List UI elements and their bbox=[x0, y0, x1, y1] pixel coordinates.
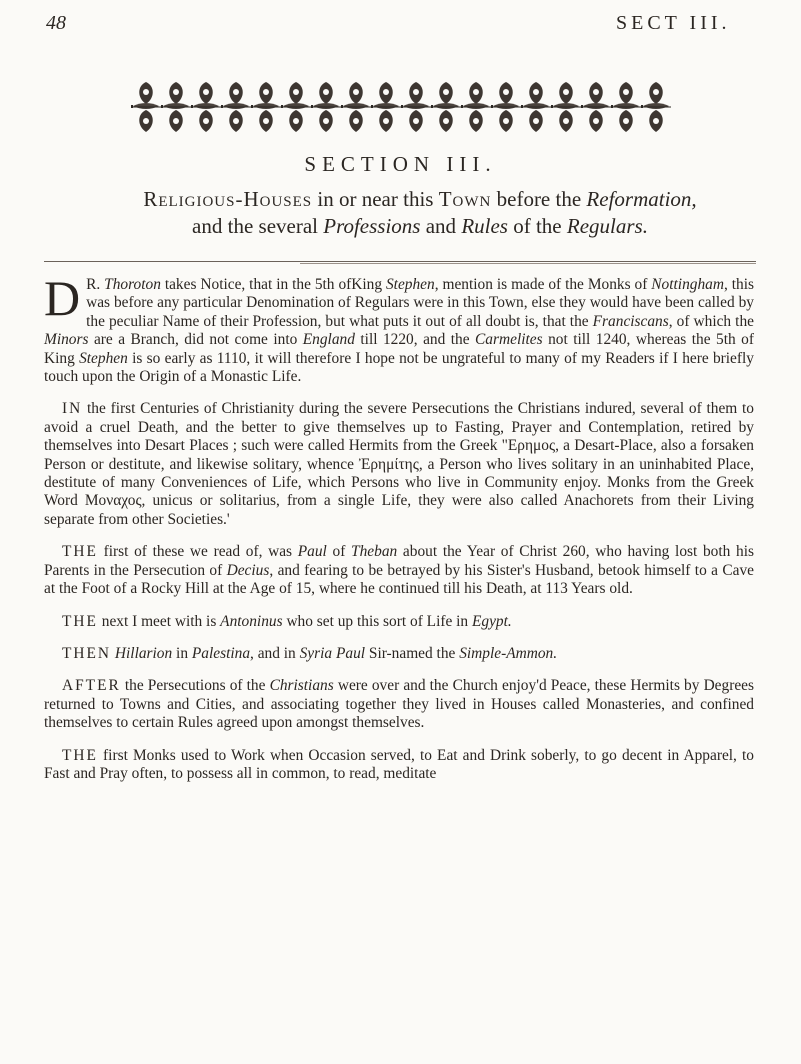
text-run: first of these we read of, was bbox=[97, 543, 298, 561]
lead-word: THE bbox=[62, 543, 98, 561]
italic-name: Theban bbox=[351, 543, 398, 561]
divider-rule-secondary bbox=[300, 263, 756, 264]
divider-rule bbox=[44, 261, 756, 262]
body-text bbox=[44, 270, 755, 797]
text-run: were over and the Church enjoy'd Peace, these Hermits by Degrees returned to Towns and Cities, and associating together they lived in Houses called Monasteries, and confined themselves to certain Rules agreed upon amongst themselves. bbox=[44, 677, 754, 732]
drop-cap: D bbox=[44, 270, 81, 326]
text-run: , mention is made of the Monks of bbox=[434, 276, 652, 293]
italic-name: England bbox=[302, 331, 355, 349]
text-run: takes Notice, that in the 5th ofKing bbox=[160, 276, 386, 293]
title-text: before the bbox=[491, 187, 587, 211]
paragraph-5 bbox=[44, 645, 754, 663]
ornament-headpiece-icon bbox=[131, 78, 671, 136]
section-heading: SECTION III. bbox=[304, 152, 497, 176]
title-reformation: Reformation, bbox=[586, 187, 697, 211]
lead-word: IN bbox=[62, 400, 83, 418]
text-run: in bbox=[172, 644, 192, 662]
chapter-title bbox=[60, 186, 780, 240]
paragraph-1 bbox=[44, 270, 755, 386]
text-run: is so early as 1110, it will therefore I hope not be ungrateful to many of my Readers if I here briefly touch upon the Origin of a Monastic Life. bbox=[44, 349, 754, 386]
paragraph-3 bbox=[44, 543, 754, 598]
paragraph-7 bbox=[44, 747, 754, 784]
lead-word: THEN bbox=[62, 644, 112, 662]
italic-name: Syria bbox=[299, 644, 333, 662]
italic-name: Antoninus bbox=[220, 612, 283, 630]
title-text: and bbox=[420, 214, 462, 238]
text-run: of bbox=[326, 543, 352, 561]
text-run: about the Year of Christ 260, who having lost both his Parents in the Persecution of bbox=[44, 543, 754, 579]
running-head bbox=[0, 12, 801, 36]
italic-name: Simple-Ammon. bbox=[459, 644, 558, 662]
title-rules: Rules bbox=[461, 214, 508, 238]
paragraph-6 bbox=[44, 677, 754, 732]
text-run: next I meet with is bbox=[97, 612, 221, 630]
running-title: SECT III. bbox=[616, 12, 731, 34]
italic-name: Decius bbox=[226, 561, 270, 579]
italic-name: Stephen bbox=[79, 349, 128, 367]
italic-name: Minors bbox=[44, 331, 89, 349]
italic-name: Nottingham bbox=[651, 276, 724, 293]
text-run: till 1220, and the bbox=[354, 331, 476, 349]
paragraph-2 bbox=[44, 400, 754, 529]
title-town: Town bbox=[438, 187, 492, 211]
text-run: are a Branch, did not come into bbox=[88, 331, 303, 349]
italic-name: Stephen bbox=[385, 276, 435, 293]
text-run: first Monks used to Work when Occasion served, to Eat and Drink soberly, to go decent in Apparel, to Fast and Pray often, to possess all in common, to read, meditate bbox=[44, 746, 754, 782]
text-run: who set up this sort of Life in bbox=[282, 612, 472, 630]
italic-name: Paul bbox=[297, 543, 327, 561]
text-run: the Persecutions of the bbox=[120, 677, 270, 695]
text-run: , of which the bbox=[668, 312, 754, 330]
title-religious-houses: Religious-Houses bbox=[143, 187, 313, 211]
text-run: R. bbox=[86, 276, 105, 293]
italic-name: Franciscans bbox=[592, 312, 669, 330]
italic-name: Carmelites bbox=[475, 331, 543, 349]
italic-name: Hillarion bbox=[114, 644, 173, 662]
text-run: not till 1240, whereas the 5th of King bbox=[44, 331, 755, 367]
title-text: in or near this bbox=[312, 187, 439, 211]
title-regulars: Regulars. bbox=[566, 214, 648, 238]
page-number: 48 bbox=[46, 12, 66, 34]
paragraph-4 bbox=[44, 613, 754, 631]
title-text: and the several bbox=[192, 214, 324, 238]
lead-word: AFTER bbox=[62, 677, 121, 695]
text-run: , and fearing to be betrayed by his Sister's Husband, betook himself to a Cave at the Foot of a Rocky Hill at the Age of 15, where he continued till his Death, at 113 Years old. bbox=[44, 561, 754, 598]
lead-word: THE bbox=[62, 612, 98, 630]
italic-name: Christians bbox=[269, 677, 334, 695]
lead-word: THE bbox=[62, 746, 98, 764]
text-run: the first Centuries of Christianity during the severe Persecutions the Christians indured, several of them to avoid a cruel Death, and the better to give themselves up to Fasting, Prayer and Contemplation, retired by themselves into Desart Places ; such were called Hermits from the Greek "Ερημος, a Desart-Place, also a forsaken Person or destitute, and likewise solitary, whence Ἐρημίτης, a Person who lives solitary in an uninhabited Place, destitute of many Conveniences of Life, which Persons who live in Community enjoy. Monks from the Greek Word Μοναχος, unicus or solitarius, from a single Life, they were also called Anachorets from their Living separate from other Societies.' bbox=[44, 400, 754, 528]
italic-name: Palestina bbox=[191, 644, 251, 662]
text-run: Sir-named the bbox=[365, 644, 460, 662]
italic-name: Thoroton bbox=[104, 276, 161, 293]
title-text: of the bbox=[507, 214, 567, 238]
text-run: , this was before any particular Denomination of Regulars were in this Town, else they would have been called by the peculiar Name of their Profession, but what puts it out of all doubt is, that the bbox=[86, 276, 754, 330]
title-professions: Professions bbox=[323, 214, 421, 238]
text-run: , and in bbox=[250, 644, 300, 662]
italic-name: Egypt. bbox=[471, 612, 512, 630]
italic-name: Paul bbox=[335, 644, 366, 662]
